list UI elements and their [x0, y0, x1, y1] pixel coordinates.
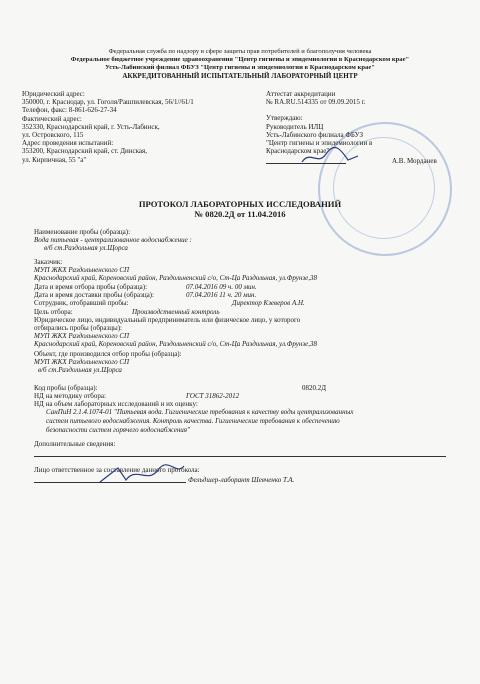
purpose-value: Производственный контроль: [132, 308, 220, 316]
extra-info-label: Дополнительные сведения:: [34, 440, 116, 448]
phone: Телефон, факс: 8-861-626-27-34: [22, 106, 117, 115]
org-line-1: Усть-Лабинского филиала ФБУЗ: [266, 130, 364, 139]
head-title: Руководитель ИЛЦ: [266, 122, 324, 131]
header-line-4: АККРЕДИТОВАННЫЙ ИСПЫТАТЕЛЬНЫЙ ЛАБОРАТОРНЫЙ ЦЕНТР: [122, 72, 358, 80]
legal-address-label: Юридический адрес:: [22, 90, 85, 98]
nd-method-value: ГОСТ 31862-2012: [186, 392, 240, 400]
take-time-value: 07.04.2016 09 ч. 00 мин.: [186, 283, 257, 291]
nd-eval-1: СанПиН 2.1.4.1074-01 "Питьевая вода. Гигиенические требования к качеству воды централизованных: [46, 408, 354, 416]
responsible-label: Лицо ответственное за составление данного протокола:: [34, 466, 200, 474]
legal-address: 350000, г. Краснодар, ул. Гоголя/Рашпилевская, 56/1//61/1: [22, 98, 194, 107]
entity-label-1: Юридическое лицо, индивидуальный предприниматель или физическое лицо, у которого: [34, 316, 301, 324]
customer-2: Краснодарский край, Кореновский район, Раздольненский с/о, Ст-Ца Раздольная, ул.Фрунзе,38: [34, 274, 317, 282]
customer-label: Заказчик:: [34, 258, 63, 266]
org-line-3: Краснодарском крае": [266, 147, 330, 156]
actual-address-2: ул. Островского, 115: [22, 131, 84, 140]
accreditation-label: Аттестат аккредитации: [266, 90, 336, 98]
protocol-title: ПРОТОКОЛ ЛАБОРАТОРНЫХ ИССЛЕДОВАНИЙ: [138, 199, 342, 209]
header-line-1: Федеральная служба по надзору в сфере защиты прав потребителей и благополучия человека: [108, 48, 372, 55]
nd-method-label: НД на методику отбора:: [34, 392, 106, 400]
signer-name: А.В. Морданев: [392, 157, 437, 165]
deliver-time-label: Дата и время доставки пробы (образца):: [34, 291, 154, 299]
test-address-2: ул. Кирпичная, 55 "а": [22, 155, 87, 164]
entity-2: Краснодарский край, Кореновский район, Раздольненский с/о, Ст-Ца Раздольная, ул.Фрунзе,38: [34, 340, 317, 348]
sample-name-1: Вода питьевая - централизованное водоснабжение :: [34, 236, 192, 244]
accreditation-value: № RA.RU.514335 от 09.09.2015 г.: [266, 98, 366, 107]
object-2: в/б ст.Раздольная ул.Щорса: [38, 366, 122, 374]
nd-eval-label: НД на объем лабораторных исследований и их оценку:: [34, 400, 198, 408]
employee-label: Сотрудник, отобравший пробы:: [34, 299, 129, 307]
take-time-label: Дата и время отбора пробы (образца):: [34, 283, 148, 291]
test-address-label: Адрес проведения испытаний:: [22, 139, 114, 148]
left-address-block: [22, 90, 194, 164]
approval-signature: [300, 146, 360, 168]
extra-info-line: [34, 456, 446, 457]
responsible-value: Фельдшер-лаборант Шевченко Т.А.: [188, 476, 295, 484]
nd-eval-3: безопасности систем горячего водоснабжения": [46, 426, 190, 434]
code-value: 0820.2Д: [302, 384, 327, 392]
test-address-1: 353200, Краснодарский край, ст. Динская,: [22, 147, 147, 156]
customer-1: МУП ЖКХ Раздольненского СП: [34, 266, 130, 274]
sample-name-label: Наименование пробы (образца):: [34, 228, 131, 236]
actual-address-1: 352330, Краснодарский край, г. Усть-Лабинск,: [22, 122, 160, 131]
org-line-2: "Центр гигиены и эпидемиологии в: [266, 139, 373, 148]
sample-name-2: в/б ст.Раздольная ул.Щорса: [44, 244, 128, 252]
responsible-signature: [96, 462, 186, 488]
purpose-label: Цель отбора:: [34, 308, 73, 316]
header-line-3: Усть-Лабинский филиал ФБУЗ "Центр гигиены и эпидемиологии в Краснодарском крае": [105, 64, 375, 71]
approve-label: Утверждаю:: [266, 114, 303, 123]
object-label: Объект, где производился отбор пробы (образца):: [34, 350, 182, 358]
entity-label-2: отбирались пробы (образцы):: [34, 324, 122, 332]
object-1: МУП ЖКХ Раздольненского СП: [34, 358, 130, 366]
employee-value: Директор Кзеверов А.Н.: [232, 299, 305, 307]
header-line-2: Федеральное бюджетное учреждение здравоохранения "Центр гигиены и эпидемиологии в Краснодарском крае": [70, 56, 410, 63]
deliver-time-value: 07.04.2016 11 ч. 20 мин.: [186, 291, 257, 299]
actual-address-label: Фактический адрес:: [22, 114, 82, 123]
entity-1: МУП ЖКХ Раздольненского СП: [34, 332, 130, 340]
nd-eval-2: систем питьевого водоснабжения. Контроль качества. Гигиенические требования к обеспечению: [46, 417, 340, 425]
code-label: Код пробы (образца):: [34, 384, 98, 392]
protocol-number: № 0820.2Д от 11.04.2016: [194, 209, 286, 219]
